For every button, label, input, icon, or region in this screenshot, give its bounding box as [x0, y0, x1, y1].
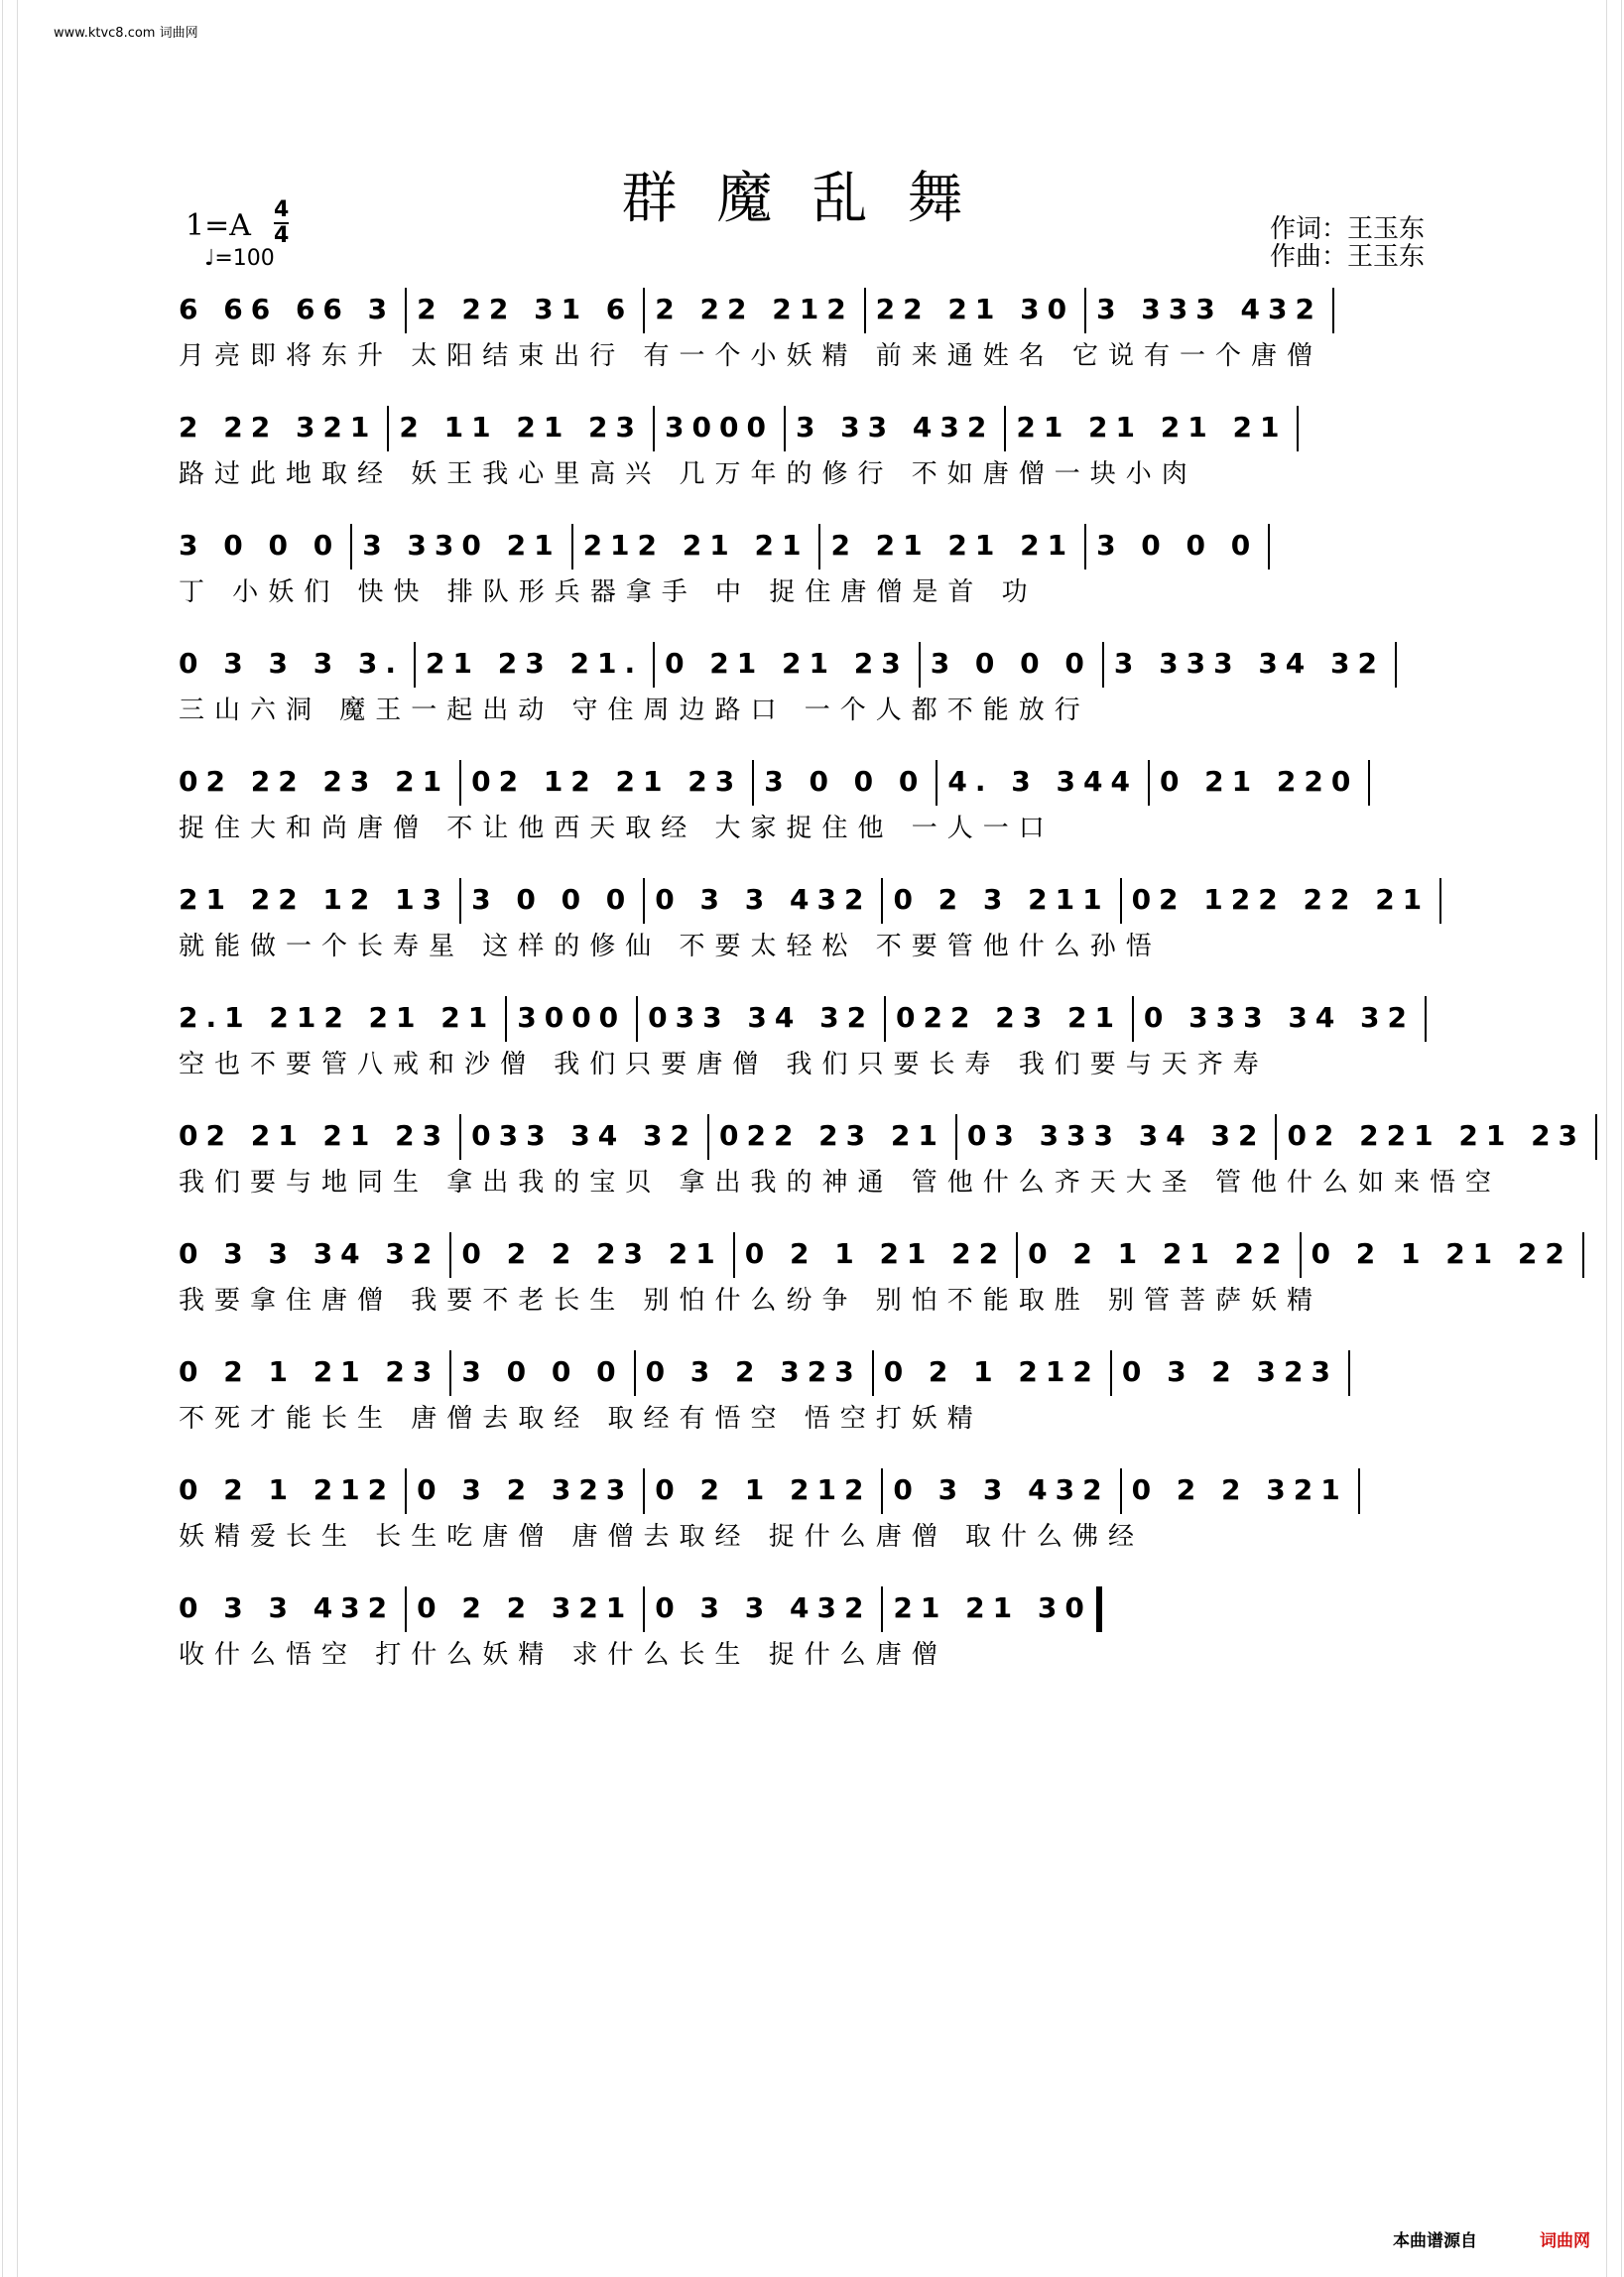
- barline: [1395, 642, 1397, 688]
- measure: 2 22 321: [179, 411, 378, 443]
- measure: 0 3 3 432: [179, 1591, 396, 1624]
- measure: 0 3 3 432: [655, 883, 872, 916]
- measure: 0 3 3 34 32: [179, 1237, 440, 1270]
- measure: 0 2 3 211: [893, 883, 1110, 916]
- meter-numerator: 4: [274, 197, 290, 222]
- lyrics-line: 三山六洞 魔王一起出动 守住周边路口 一个人都不能放行: [179, 696, 1090, 725]
- notation-line: [179, 878, 1448, 922]
- barline: [643, 1468, 645, 1514]
- lyrics-line: 丁 小妖们 快快 排队形兵器拿手 中 捉住唐僧是首 功: [179, 577, 1038, 607]
- measure: 022 23 21: [896, 1001, 1122, 1034]
- barline: [872, 1350, 874, 1396]
- barline: [1595, 1114, 1597, 1160]
- measure: 0 3 3 3 3.: [179, 647, 405, 680]
- notation-line: [179, 524, 1448, 568]
- measure: 3 0 0 0: [179, 529, 341, 562]
- footer-brand: 词曲网: [1540, 2231, 1590, 2251]
- score-line: [179, 524, 1448, 608]
- key-signature: 1=A: [186, 208, 251, 243]
- measure: 033 34 32: [648, 1001, 875, 1034]
- notation-line: [179, 288, 1448, 331]
- barline: [1016, 1232, 1018, 1278]
- barline: [881, 1586, 883, 1632]
- barline: [653, 406, 655, 451]
- measure: 3000: [517, 1001, 627, 1034]
- measure: 0 2 2 23 21: [461, 1237, 723, 1270]
- score-line: [179, 1468, 1448, 1553]
- barline: [1300, 1232, 1302, 1278]
- measure: 4. 3 344: [947, 765, 1138, 798]
- barline: [1268, 524, 1270, 569]
- barline: [459, 878, 461, 924]
- measure: 21 23 21.: [426, 647, 644, 680]
- barline: [936, 760, 937, 806]
- measure: 3 0 0 0: [930, 647, 1092, 680]
- measure: 02 221 21 23: [1287, 1119, 1586, 1152]
- measure: 02 21 21 23: [179, 1119, 450, 1152]
- right-border: [1606, 0, 1622, 2277]
- barline: [459, 760, 461, 806]
- barline: [818, 524, 820, 569]
- measure: 0 2 1 212: [883, 1355, 1100, 1388]
- measure: 033 34 32: [471, 1119, 697, 1152]
- measure: 0 333 34 32: [1143, 1001, 1416, 1034]
- measure: 22 21 30: [875, 293, 1075, 325]
- measure: 03 333 34 32: [966, 1119, 1266, 1152]
- barline: [1275, 1114, 1277, 1160]
- barline: [1358, 1468, 1360, 1514]
- time-signature: [274, 198, 289, 248]
- measure: 212 21 21: [582, 529, 810, 562]
- barline: [919, 642, 921, 688]
- lyrics-line: 就能做一个长寿星 这样的修仙 不要太轻松 不要管他什么孙悟: [179, 932, 1162, 961]
- meter-denominator: 4: [274, 223, 290, 248]
- measure: 0 3 3 432: [893, 1473, 1110, 1506]
- barline: [634, 1350, 636, 1396]
- barline: [459, 1114, 461, 1160]
- measure: 3 0 0 0: [764, 765, 927, 798]
- notation-line: [179, 642, 1448, 686]
- measure: 3 33 432: [795, 411, 995, 443]
- measure: 3 333 34 32: [1113, 647, 1385, 680]
- measure: 0 2 1 21 23: [179, 1355, 440, 1388]
- score-line: [179, 878, 1448, 962]
- measure: 2 11 21 23: [399, 411, 644, 443]
- lyrics-line: 收什么悟空 打什么妖精 求什么长生 捉什么唐僧: [179, 1640, 947, 1670]
- barline: [881, 1468, 883, 1514]
- barline: [1297, 406, 1299, 451]
- measure: 3 333 432: [1096, 293, 1322, 325]
- measure: 0 2 2 321: [1131, 1473, 1348, 1506]
- measure: 0 3 2 323: [417, 1473, 634, 1506]
- measure: 2 22 212: [655, 293, 854, 325]
- barline: [1348, 1350, 1350, 1396]
- notation-line: [179, 1114, 1586, 1158]
- barline: [1084, 288, 1086, 333]
- measure: 0 2 1 21 22: [1028, 1237, 1290, 1270]
- left-border: [2, 0, 18, 2277]
- measure: 0 2 1 21 22: [1311, 1237, 1572, 1270]
- notation-line: [179, 1468, 1448, 1512]
- measure: 0 3 2 323: [1121, 1355, 1338, 1388]
- barline: [1004, 406, 1006, 451]
- barline: [955, 1114, 957, 1160]
- lyrics-line: 路过此地取经 妖王我心里高兴 几万年的修行 不如唐僧一块小肉: [179, 459, 1197, 489]
- score-line: [179, 406, 1448, 490]
- measure: 3000: [665, 411, 774, 443]
- barline: [884, 996, 886, 1042]
- measure: 02 122 22 21: [1131, 883, 1431, 916]
- footer-source: 本曲谱源自: [1393, 2231, 1477, 2251]
- barline: [1439, 878, 1441, 924]
- score-line: [179, 642, 1448, 726]
- notation-line: [179, 760, 1448, 804]
- barline: [864, 288, 866, 333]
- end-repeat-barline: [1096, 1586, 1102, 1632]
- lyrics-line: 妖精爱长生 长生吃唐僧 唐僧去取经 捉什么唐僧 取什么佛经: [179, 1522, 1145, 1552]
- measure: 0 3 3 432: [655, 1591, 872, 1624]
- measure: 2 21 21 21: [830, 529, 1075, 562]
- barline: [449, 1350, 451, 1396]
- barline: [1332, 288, 1334, 333]
- barline: [1084, 524, 1086, 569]
- measure: 022 23 21: [718, 1119, 945, 1152]
- score-line: [179, 760, 1448, 844]
- barline: [643, 878, 645, 924]
- lyrics-line: 我们要与地同生 拿出我的宝贝 拿出我的神通 管他什么齐天大圣 管他什么如来悟空: [179, 1168, 1502, 1198]
- measure: 2 22 31 6: [417, 293, 634, 325]
- measure: 0 2 1 212: [655, 1473, 872, 1506]
- measure: 21 21 21 21: [1016, 411, 1288, 443]
- measure: 0 21 220: [1159, 765, 1359, 798]
- barline: [1148, 760, 1150, 806]
- notation-line: [179, 1232, 1572, 1276]
- site-url: www.ktvc8.com 词曲网: [54, 26, 198, 41]
- barline: [1110, 1350, 1112, 1396]
- score-line: [179, 996, 1448, 1080]
- barline: [1582, 1232, 1584, 1278]
- barline: [505, 996, 507, 1042]
- barline: [643, 1586, 645, 1632]
- notation-line: [179, 1586, 1448, 1630]
- barline: [653, 642, 655, 688]
- composer-credit: 作曲：王玉东: [1270, 242, 1426, 272]
- measure: 0 3 2 323: [645, 1355, 862, 1388]
- barline: [449, 1232, 451, 1278]
- barline: [1120, 878, 1122, 924]
- lyrics-line: 不死才能长生 唐僧去取经 取经有悟空 悟空打妖精: [179, 1404, 983, 1434]
- measure: 21 22 12 13: [179, 883, 450, 916]
- measure: 0 2 1 21 22: [744, 1237, 1007, 1270]
- tempo-marking: ♩=100: [204, 246, 275, 271]
- measure: 2.1 212 21 21: [179, 1001, 496, 1034]
- barline: [784, 406, 786, 451]
- notation-line: [179, 1350, 1448, 1394]
- measure: 0 2 1 212: [179, 1473, 396, 1506]
- measure: 02 22 23 21: [179, 765, 450, 798]
- barline: [1368, 760, 1370, 806]
- lyricist-credit: 作词：王玉东: [1270, 214, 1426, 244]
- barline: [1425, 996, 1427, 1042]
- barline: [387, 406, 389, 451]
- barline: [733, 1232, 735, 1278]
- barline: [881, 878, 883, 924]
- measure: 0 2 2 321: [417, 1591, 634, 1624]
- measure: 21 21 30: [893, 1591, 1092, 1624]
- barline: [752, 760, 754, 806]
- barline: [643, 288, 645, 333]
- barline: [350, 524, 352, 569]
- barline: [636, 996, 638, 1042]
- lyrics-line: 我要拿住唐僧 我要不老长生 别怕什么纷争 别怕不能取胜 别管菩萨妖精: [179, 1286, 1323, 1316]
- score-line: [179, 1350, 1448, 1435]
- notation-line: [179, 406, 1448, 449]
- barline: [1132, 996, 1134, 1042]
- measure: 6 66 66 3: [179, 293, 396, 325]
- score-line: [179, 1586, 1448, 1671]
- measure: 02 12 21 23: [471, 765, 743, 798]
- measure: 3 0 0 0: [471, 883, 634, 916]
- score-line: [179, 1114, 1586, 1199]
- lyrics-line: 空也不要管八戒和沙僧 我们只要唐僧 我们只要长寿 我们要与天齐寿: [179, 1050, 1269, 1079]
- notation-line: [179, 996, 1448, 1040]
- barline: [1102, 642, 1104, 688]
- barline: [571, 524, 573, 569]
- measure: 0 21 21 23: [665, 647, 909, 680]
- barline: [707, 1114, 709, 1160]
- measure: 3 330 21: [362, 529, 562, 562]
- barline: [405, 288, 407, 333]
- lyrics-line: 月亮即将东升 太阳结束出行 有一个小妖精 前来通姓名 它说有一个唐僧: [179, 341, 1323, 371]
- measure: 3 0 0 0: [1096, 529, 1259, 562]
- barline: [405, 1468, 407, 1514]
- song-title: 群魔乱舞: [621, 167, 1003, 231]
- score-line: [179, 288, 1448, 372]
- lyrics-line: 捉住大和尚唐僧 不让他西天取经 大家捉住他 一人一口: [179, 814, 1055, 843]
- measure: 3 0 0 0: [461, 1355, 624, 1388]
- score-line: [179, 1232, 1572, 1317]
- barline: [1120, 1468, 1122, 1514]
- barline: [414, 642, 416, 688]
- barline: [405, 1586, 407, 1632]
